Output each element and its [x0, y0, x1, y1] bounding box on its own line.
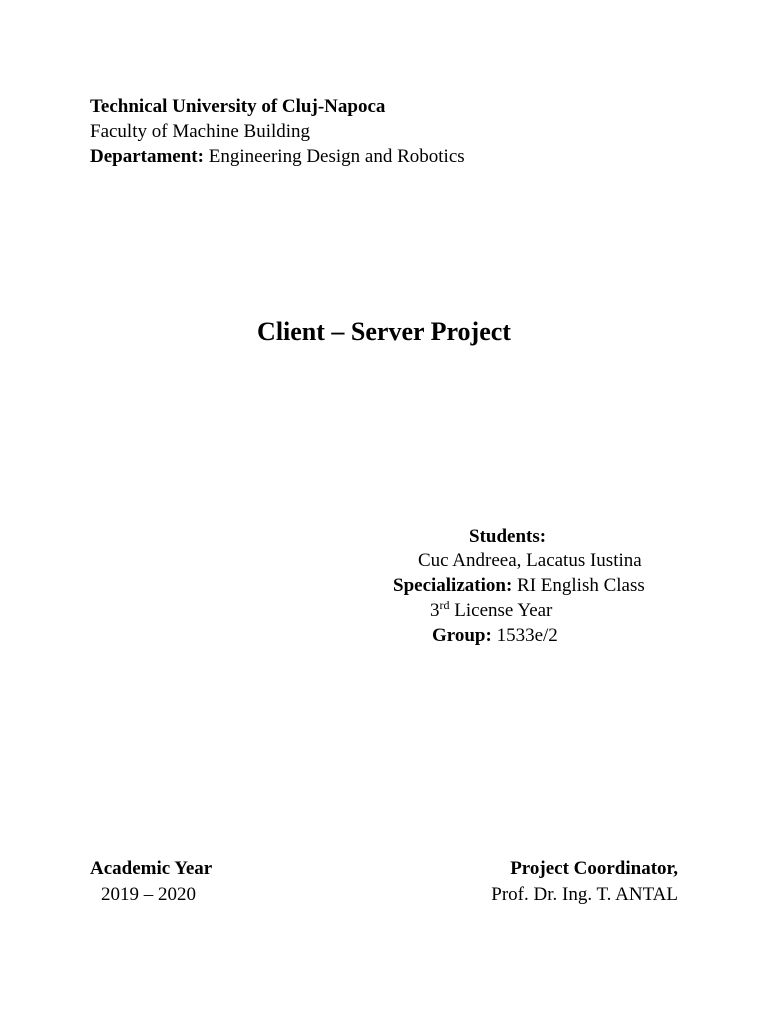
group-line [432, 623, 558, 648]
department-line [90, 144, 465, 169]
document-title [0, 316, 768, 348]
academic-year-value: 2019 – 2020 [101, 884, 196, 905]
license-year-line [430, 598, 552, 623]
department-value: Engineering Design and Robotics [203, 146, 465, 167]
students-label: Students: [469, 526, 547, 547]
license-year-text: License Year [449, 600, 553, 621]
specialization-value: RI English Class [512, 575, 645, 596]
license-year-suffix: rd [439, 598, 450, 612]
group-label: Group: [432, 625, 492, 646]
students-names: Cuc Andreea, Lacatus Iustina [418, 550, 642, 571]
license-year-number: 3 [430, 600, 440, 621]
university-name: Technical University of Cluj-Napoca [90, 96, 386, 117]
coordinator-label: Project Coordinator, [510, 858, 678, 879]
specialization-label: Specialization: [393, 575, 513, 596]
group-value: 1533e/2 [491, 625, 558, 646]
faculty-name: Faculty of Machine Building [90, 121, 311, 142]
specialization-line [393, 573, 645, 598]
academic-year-label: Academic Year [90, 858, 213, 879]
department-label: Departament: [90, 146, 204, 167]
coordinator-name: Prof. Dr. Ing. T. ANTAL [491, 884, 678, 905]
document-title-text: Client – Server Project [257, 317, 511, 346]
